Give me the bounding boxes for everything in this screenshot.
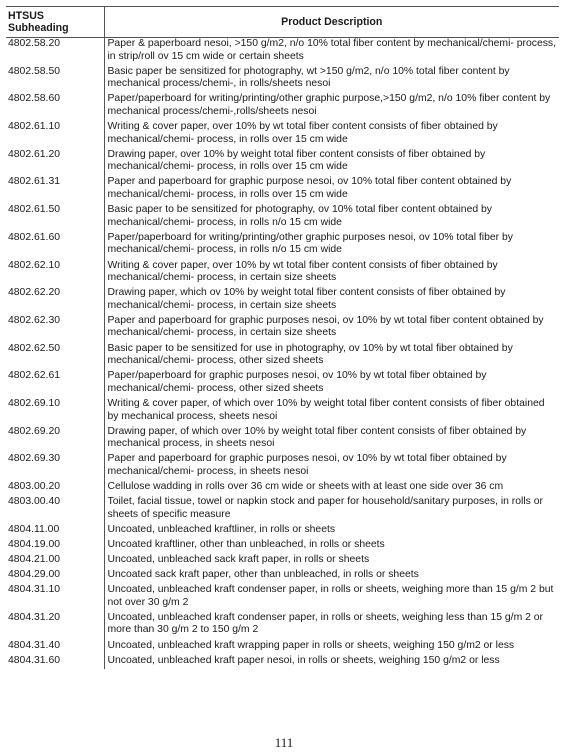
product-description-cell: Paper/paperboard for writing/printing/other graphic purposes nesoi, ov 10% total fiber by mechanical/chemi- process, in rolls n/o 15 cm wide: [104, 232, 559, 260]
product-description-cell: Paper and paperboard for graphic purposes nesoi, ov 10% by wt total fiber obtained by mechanical/chemi- process, in sheets nesoi: [104, 453, 559, 481]
table-row: [6, 655, 559, 670]
htsus-code-cell: 4802.62.50: [8, 342, 61, 354]
product-description-cell: Paper/paperboard for writing/printing/other graphic purpose,>150 g/m2, n/o 10% fiber content by mechanical process/chemi-,rolls/sheets nesoi: [104, 93, 559, 121]
htsus-code-cell: 4802.62.61: [8, 370, 61, 382]
htsus-code-cell: 4804.31.40: [8, 639, 61, 651]
product-description-cell: Drawing paper, of which over 10% by weight total fiber content consists of fiber obtained by mechanical process, in sheets nesoi: [104, 426, 559, 454]
table-row: [6, 287, 559, 315]
table-row: [6, 315, 559, 343]
htsus-code-cell: 4802.62.30: [8, 314, 61, 326]
table-row: [6, 481, 559, 496]
column-header-line-1: HTSUS: [8, 10, 44, 22]
htsus-code-cell: 4802.61.10: [8, 121, 61, 133]
table-row: [6, 176, 559, 204]
htsus-code-cell: 4802.61.20: [8, 148, 61, 160]
product-description-cell: Writing & cover paper, of which over 10% by weight total fiber content consists of fiber obtained by mechanical process, sheets nesoi: [104, 398, 559, 426]
htsus-code-cell: 4803.00.40: [8, 496, 61, 508]
product-description-cell: Basic paper to be sensitized for photography, ov 10% total fiber content obtained by mechanical/chemi- process, in rolls n/o 15 cm wide: [104, 204, 559, 232]
product-description-cell: Cellulose wadding in rolls over 36 cm wide or sheets with at least one side over 36 cm: [104, 481, 559, 496]
table-row: [6, 66, 559, 94]
htsus-code-cell: 4802.69.20: [8, 425, 61, 437]
htsus-table: [6, 6, 559, 669]
product-description-cell: Paper and paperboard for graphic purposes nesoi, ov 10% by wt total fiber content obtained by mechanical/chemi- process, in certain size sheets: [104, 315, 559, 343]
htsus-code-cell: 4804.11.00: [8, 523, 60, 535]
htsus-code-cell: 4804.19.00: [8, 538, 61, 550]
htsus-code-cell: 4802.69.10: [8, 397, 61, 409]
htsus-code-cell: 4804.29.00: [8, 569, 61, 581]
table-row: [6, 343, 559, 371]
table-row: [6, 569, 559, 584]
product-description-cell: Basic paper to be sensitized for use in photography, ov 10% by wt total fiber obtained by mechanical/chemi- process, other sized sheets: [104, 343, 559, 371]
product-description-cell: Drawing paper, over 10% by weight total fiber content consists of fiber obtained by mechanical/chemi- process, in rolls over 15 cm wide: [104, 149, 559, 177]
table-row: [6, 584, 559, 612]
product-description-cell: Drawing paper, which ov 10% by weight total fiber content consists of fiber obtained by mechanical/chemi- process, in certain size sheets: [104, 287, 559, 315]
table-row: [6, 149, 559, 177]
table-row: [6, 232, 559, 260]
product-description-cell: Uncoated, unbleached kraft condenser paper, in rolls or sheets, weighing more than 15 g/m 2 but not over 30 g/m 2: [104, 584, 559, 612]
product-description-cell: Uncoated, unbleached kraft paper nesoi, in rolls or sheets, weighing 150 g/m2 or less: [104, 655, 559, 670]
product-description-cell: Uncoated, unbleached kraft condenser paper, in rolls or sheets, weighing less than 15 g/m 2 or more than 30 g/m 2 to 150 g/m 2: [104, 612, 559, 640]
product-description-cell: Paper and paperboard for graphic purpose nesoi, ov 10% total fiber content obtained by mechanical/chemi- process, in rolls over 15 cm wide: [104, 176, 559, 204]
htsus-code-cell: 4802.62.10: [8, 259, 61, 271]
htsus-code-cell: 4803.00.20: [8, 481, 61, 492]
table-row: [6, 398, 559, 426]
column-header-htsus-subheading: [6, 7, 104, 38]
product-description-cell: Paper/paperboard for graphic purposes nesoi, ov 10% by wt total fiber obtained by mechanical/chemi- process, other sized sheets: [104, 370, 559, 398]
product-description-cell: Uncoated sack kraft paper, other than unbleached, in rolls or sheets: [104, 569, 559, 584]
product-description-cell: Writing & cover paper, over 10% by wt total fiber content consists of fiber obtained by mechanical/chemi- process, in rolls over 15 cm wide: [104, 121, 559, 149]
page-number: 111: [274, 735, 294, 750]
table-row: [6, 260, 559, 288]
product-description-cell: Uncoated, unbleached kraft wrapping paper in rolls or sheets, weighing 150 g/m2 or less: [104, 640, 559, 655]
htsus-code-cell: 4802.61.50: [8, 204, 61, 216]
htsus-code-cell: 4804.31.20: [8, 611, 61, 623]
htsus-code-cell: 4802.58.20: [8, 38, 61, 49]
product-description-cell: Uncoated, unbleached kraftliner, in rolls or sheets: [104, 524, 559, 539]
table-row: [6, 38, 559, 66]
product-description-cell: Uncoated, unbleached sack kraft paper, in rolls or sheets: [104, 554, 559, 569]
table-row: [6, 612, 559, 640]
htsus-code-cell: 4802.58.50: [8, 65, 61, 77]
table-row: [6, 640, 559, 655]
table-row: [6, 93, 559, 121]
table-row: [6, 121, 559, 149]
htsus-code-cell: 4802.69.30: [8, 453, 61, 465]
table-row: [6, 426, 559, 454]
table-body: [6, 38, 559, 670]
table-row: [6, 496, 559, 524]
table-row: [6, 370, 559, 398]
table-header-row: [6, 7, 559, 38]
product-description-cell: Basic paper be sensitized for photography, wt >150 g/m2, n/o 10% total fiber content by mechanical process/chemi-, in rolls/sheets nesoi: [104, 66, 559, 94]
htsus-code-cell: 4802.62.20: [8, 287, 61, 299]
column-header-line-2: Subheading: [8, 22, 69, 34]
product-description-cell: Uncoated kraftliner, other than unbleached, in rolls or sheets: [104, 539, 559, 554]
table-row: [6, 539, 559, 554]
column-header-product-description: Product Description: [104, 7, 559, 38]
htsus-code-cell: 4802.61.60: [8, 231, 61, 243]
table-row: [6, 453, 559, 481]
product-description-cell: Toilet, facial tissue, towel or napkin stock and paper for household/sanitary purposes, in rolls or sheets of specific measure: [104, 496, 559, 524]
htsus-code-cell: 4802.58.60: [8, 93, 61, 105]
product-description-cell: Writing & cover paper, over 10% by wt total fiber content consists of fiber obtained by mechanical/chemi- process, in certain size sheets: [104, 260, 559, 288]
table-row: [6, 524, 559, 539]
htsus-code-cell: 4804.31.10: [8, 584, 61, 596]
product-description-cell: Paper & paperboard nesoi, >150 g/m2, n/o 10% total fiber content by mechanical/chemi- process, in strip/roll ov 15 cm wide or certain sheets: [104, 38, 559, 66]
table-row: [6, 554, 559, 569]
htsus-code-cell: 4804.21.00: [8, 553, 61, 565]
table-row: [6, 204, 559, 232]
htsus-code-cell: 4804.31.60: [8, 654, 61, 666]
htsus-code-cell: 4802.61.31: [8, 176, 61, 188]
